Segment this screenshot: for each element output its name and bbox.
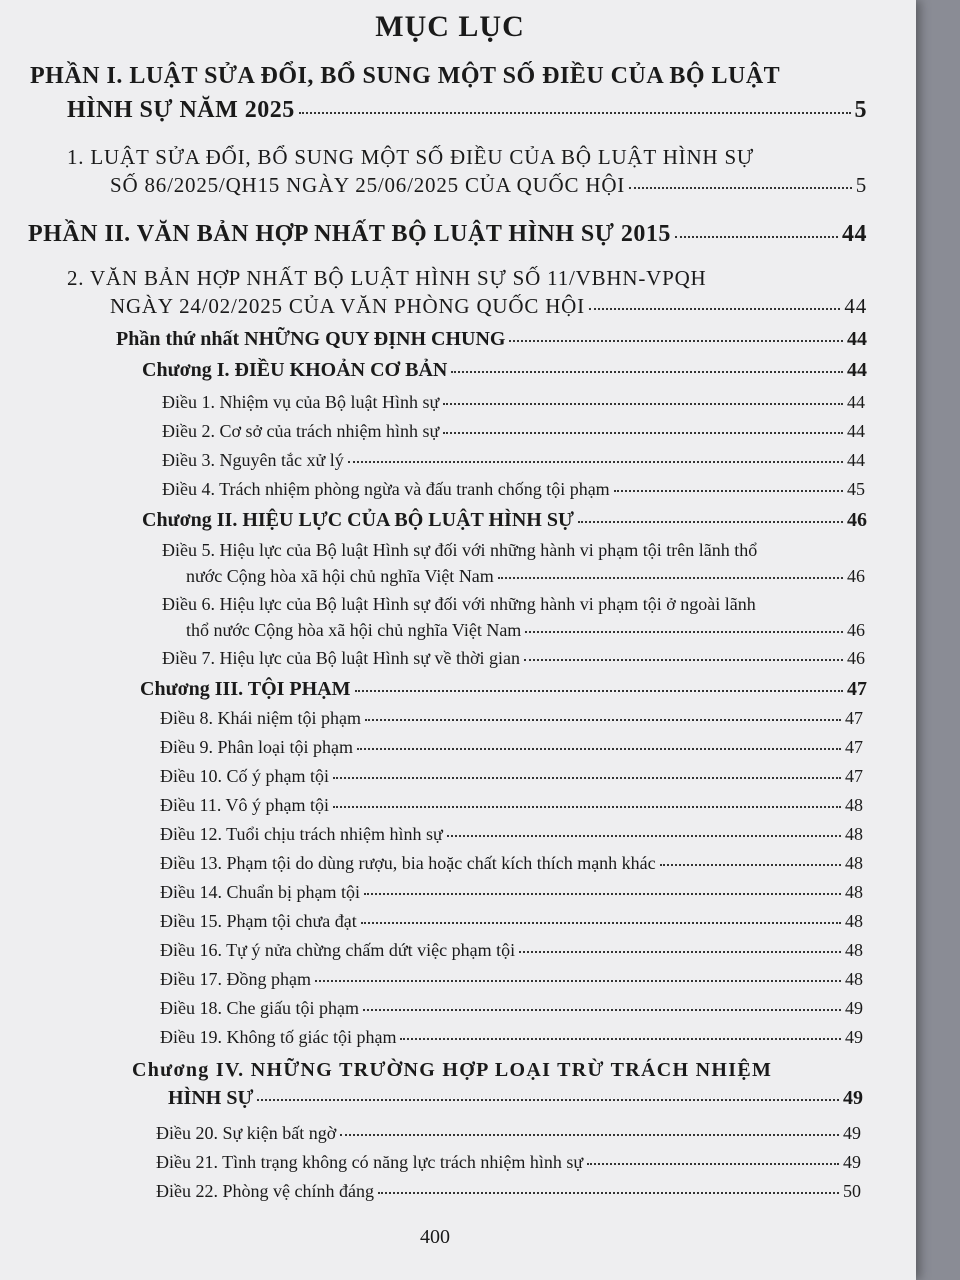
page-number-ref: 5 xyxy=(855,173,867,197)
leader-dots xyxy=(629,187,852,189)
leader-dots xyxy=(333,806,841,808)
page-number-ref: 46 xyxy=(847,620,865,640)
phan-thu-nhat-title: Phần thứ nhất NHỮNG QUY ĐỊNH CHUNG xyxy=(116,328,506,350)
page-number-ref: 44 xyxy=(847,359,867,381)
page-number-ref: 49 xyxy=(843,1152,861,1172)
dieu5-line1: Điều 5. Hiệu lực của Bộ luật Hình sự đối với những hành vi phạm tội trên lãnh thổ xyxy=(162,540,758,560)
leader-dots xyxy=(443,432,843,434)
leader-dots xyxy=(378,1192,839,1194)
leader-dots xyxy=(451,371,843,373)
page-number-ref: 49 xyxy=(845,998,863,1018)
toc-entry-dieu10[interactable] xyxy=(160,766,863,788)
toc-entry-section2[interactable] xyxy=(110,294,867,319)
page-number-ref: 48 xyxy=(845,795,863,815)
toc-entry-section1[interactable] xyxy=(110,173,867,198)
leader-dots xyxy=(519,951,841,953)
dieu-title: Điều 8. Khái niệm tội phạm xyxy=(160,708,361,728)
toc-entry-dieu16[interactable] xyxy=(160,940,863,962)
section1-title-line2: SỐ 86/2025/QH15 NGÀY 25/06/2025 CỦA QUỐC HỘI xyxy=(110,173,626,197)
toc-entry-dieu8[interactable] xyxy=(160,708,863,730)
dieu6-line1: Điều 6. Hiệu lực của Bộ luật Hình sự đối với những hành vi phạm tội ở ngoài lãnh xyxy=(162,594,756,614)
page-number-ref: 49 xyxy=(843,1123,861,1143)
dieu-title: Điều 19. Không tố giác tội phạm xyxy=(160,1027,397,1047)
leader-dots xyxy=(614,490,843,492)
page-number-ref: 5 xyxy=(854,97,867,123)
page-number-ref: 48 xyxy=(845,911,863,931)
dieu-title: Điều 13. Phạm tội do dùng rượu, bia hoặc chất kích thích mạnh khác xyxy=(160,853,656,873)
toc-entry-chuong1[interactable] xyxy=(142,358,867,382)
toc-entry-part2[interactable] xyxy=(28,220,867,249)
toc-entry-chuong3[interactable] xyxy=(140,677,867,701)
page-number-ref: 44 xyxy=(842,221,867,247)
toc-entry-dieu18[interactable] xyxy=(160,998,863,1020)
toc-entry-chuong4[interactable] xyxy=(168,1086,863,1110)
dieu-title: nước Cộng hòa xã hội chủ nghĩa Việt Nam xyxy=(186,566,494,586)
section2-title-line2: NGÀY 24/02/2025 CỦA VĂN PHÒNG QUỐC HỘI xyxy=(110,294,585,318)
leader-dots xyxy=(333,777,841,779)
leader-dots xyxy=(578,521,843,523)
toc-entry-dieu21[interactable] xyxy=(156,1152,861,1174)
leader-dots xyxy=(365,719,841,721)
chuong3-title: Chương III. TỘI PHẠM xyxy=(140,678,351,700)
dieu-title: Điều 12. Tuổi chịu trách nhiệm hình sự xyxy=(160,824,443,844)
leader-dots xyxy=(587,1163,839,1165)
leader-dots xyxy=(443,403,843,405)
leader-dots xyxy=(355,690,843,692)
page-number-ref: 50 xyxy=(843,1181,861,1201)
page-number-ref: 47 xyxy=(845,737,863,757)
section1-title-line1: 1. LUẬT SỬA ĐỔI, BỔ SUNG MỘT SỐ ĐIỀU CỦA BỘ LUẬT HÌNH SỰ xyxy=(67,145,755,169)
page-number-ref: 48 xyxy=(845,969,863,989)
toc-entry-part1[interactable] xyxy=(67,96,867,125)
dieu-title: Điều 18. Che giấu tội phạm xyxy=(160,998,359,1018)
toc-entry-dieu22[interactable] xyxy=(156,1181,861,1203)
toc-entry-chuong2[interactable] xyxy=(142,508,867,532)
leader-dots xyxy=(675,236,838,238)
toc-entry-dieu2[interactable] xyxy=(162,421,865,443)
toc-entry-dieu6[interactable] xyxy=(186,620,865,642)
leader-dots xyxy=(498,577,843,579)
toc-entry-dieu9[interactable] xyxy=(160,737,863,759)
leader-dots xyxy=(361,922,841,924)
part1-title-line1: PHẦN I. LUẬT SỬA ĐỔI, BỔ SUNG MỘT SỐ ĐIỀU CỦA BỘ LUẬT xyxy=(30,63,781,89)
dieu-title: Điều 7. Hiệu lực của Bộ luật Hình sự về thời gian xyxy=(162,648,520,668)
chuong2-title: Chương II. HIỆU LỰC CỦA BỘ LUẬT HÌNH SỰ xyxy=(142,509,574,531)
leader-dots xyxy=(525,631,843,633)
dieu-title: Điều 3. Nguyên tắc xử lý xyxy=(162,450,344,470)
dieu-title: thổ nước Cộng hòa xã hội chủ nghĩa Việt Nam xyxy=(186,620,522,640)
toc-entry-dieu20[interactable] xyxy=(156,1123,861,1145)
dieu-title: Điều 4. Trách nhiệm phòng ngừa và đấu tranh chống tội phạm xyxy=(162,479,610,499)
leader-dots xyxy=(357,748,841,750)
toc-entry-dieu3[interactable] xyxy=(162,450,865,472)
dieu-title: Điều 9. Phân loại tội phạm xyxy=(160,737,353,757)
dieu-title: Điều 2. Cơ sở của trách nhiệm hình sự xyxy=(162,421,440,441)
toc-entry-dieu13[interactable] xyxy=(160,853,863,875)
dieu-title: Điều 20. Sự kiện bất ngờ xyxy=(156,1123,337,1143)
toc-entry-dieu5[interactable] xyxy=(186,566,865,588)
toc-entry-dieu1[interactable] xyxy=(162,392,865,414)
page-number-ref: 49 xyxy=(843,1087,863,1109)
dieu-title: Điều 1. Nhiệm vụ của Bộ luật Hình sự xyxy=(162,392,440,412)
leader-dots xyxy=(315,980,841,982)
page-number-ref: 44 xyxy=(847,328,867,350)
toc-entry-dieu15[interactable] xyxy=(160,911,863,933)
page-number-ref: 47 xyxy=(845,766,863,786)
chuong4-title-line2: HÌNH SỰ xyxy=(168,1087,254,1109)
part2-title: PHẦN II. VĂN BẢN HỢP NHẤT BỘ LUẬT HÌNH SỰ 2015 xyxy=(28,221,671,247)
dieu-title: Điều 22. Phòng vệ chính đáng xyxy=(156,1181,374,1201)
toc-entry-phan-thu-nhat[interactable] xyxy=(116,327,867,351)
section2-title-line1: 2. VĂN BẢN HỢP NHẤT BỘ LUẬT HÌNH SỰ SỐ 11/VBHN-VPQH xyxy=(67,266,707,290)
leader-dots xyxy=(660,864,841,866)
leader-dots xyxy=(509,340,843,342)
leader-dots xyxy=(589,308,840,310)
page-number-ref: 44 xyxy=(847,421,865,441)
toc-entry-dieu19[interactable] xyxy=(160,1027,863,1049)
leader-dots xyxy=(257,1099,839,1101)
page-number-ref: 47 xyxy=(847,678,867,700)
toc-entry-dieu17[interactable] xyxy=(160,969,863,991)
dieu-title: Điều 14. Chuẩn bị phạm tội xyxy=(160,882,360,902)
leader-dots xyxy=(363,1009,841,1011)
page-number-ref: 48 xyxy=(845,940,863,960)
leader-dots xyxy=(400,1038,841,1040)
page-footer-number: 400 xyxy=(420,1226,450,1248)
dieu-title: Điều 21. Tình trạng không có năng lực trách nhiệm hình sự xyxy=(156,1152,584,1172)
leader-dots xyxy=(348,461,843,463)
chuong1-title: Chương I. ĐIỀU KHOẢN CƠ BẢN xyxy=(142,359,448,381)
leader-dots xyxy=(447,835,841,837)
page-title: MỤC LỤC xyxy=(375,10,525,43)
page-number-ref: 45 xyxy=(847,479,865,499)
leader-dots xyxy=(524,659,843,661)
toc-entry-dieu4[interactable] xyxy=(162,479,865,501)
toc-entry-dieu11[interactable] xyxy=(160,795,863,817)
chuong4-title-line1: Chương IV. NHỮNG TRƯỜNG HỢP LOẠI TRỪ TRÁCH NHIỆM xyxy=(132,1059,773,1081)
toc-entry-dieu12[interactable] xyxy=(160,824,863,846)
dieu-title: Điều 16. Tự ý nửa chừng chấm dứt việc phạm tội xyxy=(160,940,516,960)
page-number-ref: 46 xyxy=(847,648,865,668)
page-number-ref: 46 xyxy=(847,566,865,586)
page-number-ref: 48 xyxy=(845,824,863,844)
leader-dots xyxy=(340,1134,839,1136)
page-number-ref: 44 xyxy=(847,392,865,412)
page-number-ref: 48 xyxy=(845,853,863,873)
toc-entry-dieu14[interactable] xyxy=(160,882,863,904)
toc-entry-dieu7[interactable] xyxy=(162,648,865,670)
page-number-ref: 48 xyxy=(845,882,863,902)
dieu-title: Điều 11. Vô ý phạm tội xyxy=(160,795,329,815)
dieu-title: Điều 10. Cố ý phạm tội xyxy=(160,766,329,786)
dieu-title: Điều 17. Đồng phạm xyxy=(160,969,311,989)
part1-title-line2: HÌNH SỰ NĂM 2025 xyxy=(67,97,295,123)
leader-dots xyxy=(364,893,841,895)
page-number-ref: 49 xyxy=(845,1027,863,1047)
leader-dots xyxy=(299,112,851,114)
dieu-title: Điều 15. Phạm tội chưa đạt xyxy=(160,911,357,931)
page-number-ref: 47 xyxy=(845,708,863,728)
page-number-ref: 46 xyxy=(847,509,867,531)
page-number-ref: 44 xyxy=(847,450,865,470)
page-number-ref: 44 xyxy=(844,294,867,318)
